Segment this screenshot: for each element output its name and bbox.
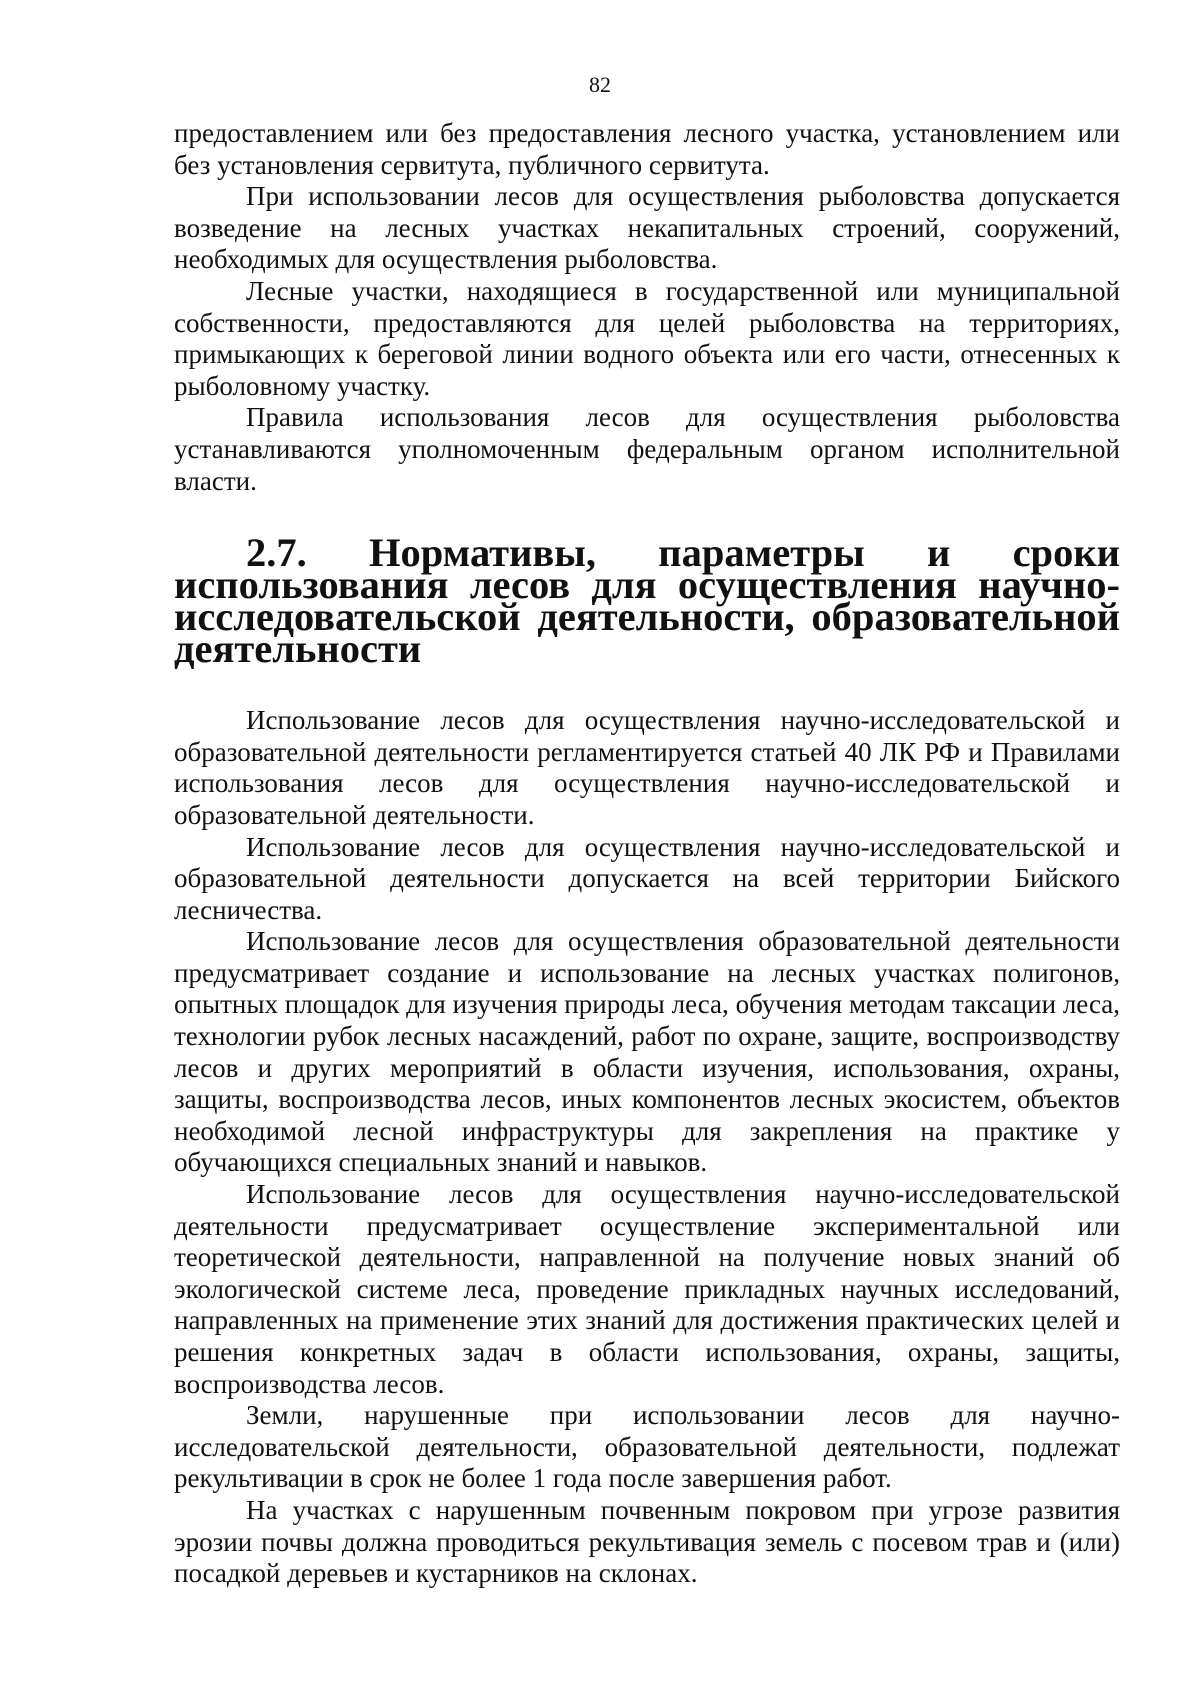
paragraph-educational-use: Использование лесов для осуществления образовательной деятельности предусматривает создание и использование на лесных участках полигонов, опытных площадок для изучения природы леса, обучения методам таксации леса, технологии рубок лесных насаждений, работ по охране, защите, воспроизводству лесов и других мероприятий в области изучения, использования, охраны, защиты, воспроизводства лесов, иных компонентов лесных экосистем, объектов необходимой лесной инфраструктуры для закрепления на практике у обучающихся специальных знаний и навыков. (174, 926, 1120, 1178)
paragraph-continuation: предоставлением или без предоставления лесного участка, установлением или без установления сервитута, публичного сервитута. (174, 118, 1120, 180)
paragraph-erosion-reclamation: На участках с нарушенным почвенным покровом при угрозе развития эрозии почвы должна проводиться рекультивация земель с посевом трав и (или) посадкой деревьев и кустарников на склонах. (174, 1494, 1120, 1589)
section-heading: 2.7. Нормативы, параметры и сроки использования лесов для осуществления научно-исследовательской деятельности, образовательной деятельности (174, 530, 1120, 672)
paragraph-research-use: Использование лесов для осуществления научно-исследовательской деятельности предусматривает осуществление экспериментальной или теоретической деятельности, направленной на получение новых знаний об экологической системе леса, проведение прикладных научных исследований, направленных на применение этих знаний для достижения практических целей и решения конкретных задач в области использования, охраны, защиты, воспроизводства лесов. (174, 1179, 1120, 1399)
paragraph-reclamation-deadline: Земли, нарушенные при использовании лесов для научно-исследовательской деятельности, образовательной деятельности, подлежат рекультивации в срок не более 1 года после завершения работ. (174, 1400, 1120, 1494)
paragraph-fishing-structures: При использовании лесов для осуществления рыболовства допускается возведение на лесных участках некапитальных строений, сооружений, необходимых для осуществления рыболовства. (174, 181, 1120, 275)
paragraph-fishing-rules: Правила использования лесов для осуществления рыболовства устанавливаются уполномоченным федеральным органом исполнительной власти. (174, 402, 1120, 496)
paragraph-territory: Использование лесов для осуществления научно-исследовательской и образовательной деятельности допускается на всей территории Бийского лесничества. (174, 831, 1120, 925)
page-number: 82 (589, 72, 611, 97)
paragraph-fishing-plots: Лесные участки, находящиеся в государственной или муниципальной собственности, предоставляются для целей рыболовства на территориях, примыкающих к береговой линии водного объекта или его части, отнесенных к рыболовному участку. (174, 275, 1120, 401)
paragraph-regulation: Использование лесов для осуществления научно-исследовательской и образовательной деятельности регламентируется статьей 40 ЛК РФ и Правилами использования лесов для осуществления научно-исследовательской и образовательной деятельности. (174, 705, 1120, 830)
page-content (174, 118, 1120, 1590)
section-gap (174, 665, 1120, 705)
